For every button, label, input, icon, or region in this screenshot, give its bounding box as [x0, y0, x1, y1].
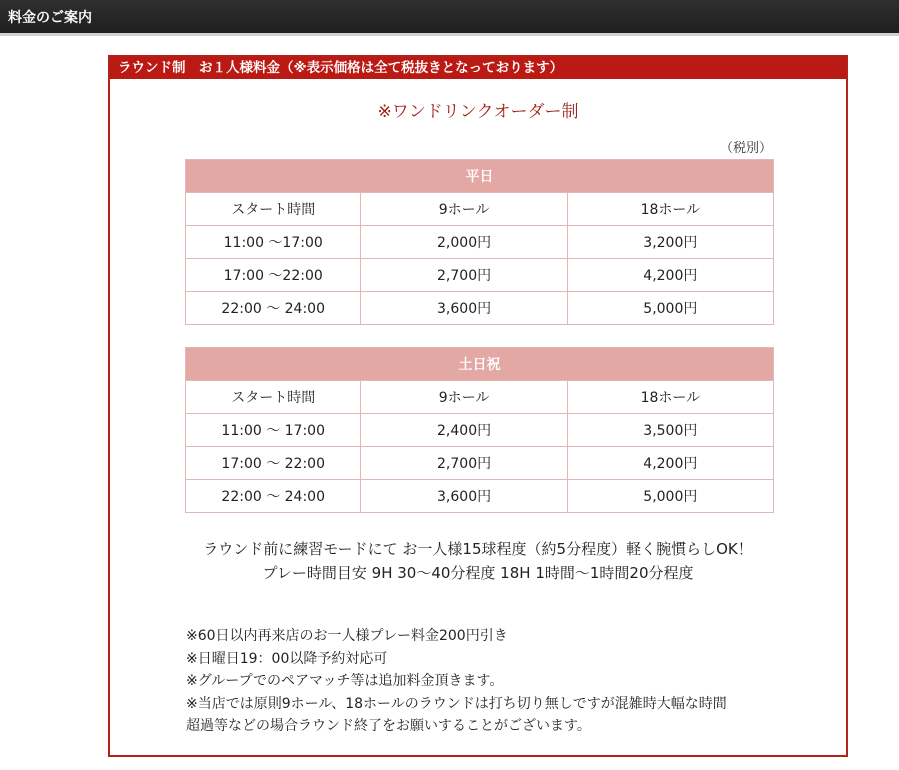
- weekday-price-table: [185, 159, 774, 325]
- table-cell: 4,200円: [567, 259, 773, 292]
- table-row: [186, 292, 774, 325]
- table-cell: 5,000円: [567, 292, 773, 325]
- table-cell: 11:00 ～17:00: [186, 226, 361, 259]
- play-time-line: プレー時間目安 9H 30～40分程度 18H 1時間～1時間20分程度: [262, 564, 694, 582]
- table-cell: 22:00 ～ 24:00: [186, 292, 361, 325]
- table-row: [186, 480, 774, 513]
- note-item: ※日曜日19：00以降予約対応可: [186, 650, 388, 667]
- table-cell: 17:00 ～ 22:00: [186, 447, 361, 480]
- table-cell: 2,700円: [361, 447, 567, 480]
- table-cell: 2,400円: [361, 414, 567, 447]
- pricing-panel: [108, 55, 848, 757]
- table-cell: 2,000円: [361, 226, 567, 259]
- table-cell: 3,600円: [361, 480, 567, 513]
- table-header-row: [186, 193, 774, 226]
- table-cell: 5,000円: [567, 480, 773, 513]
- table-cell: 2,700円: [361, 259, 567, 292]
- column-header: スタート時間: [186, 193, 361, 226]
- column-header: 18ホール: [567, 193, 773, 226]
- table-row: [186, 259, 774, 292]
- note-item: 超過等などの場合ラウンド終了をお願いすることがございます。: [186, 718, 591, 734]
- column-header: 18ホール: [567, 381, 773, 414]
- column-header: 9ホール: [361, 193, 567, 226]
- tax-note: （税別）: [719, 141, 772, 156]
- table-cell: 3,200円: [567, 226, 773, 259]
- column-header: スタート時間: [186, 381, 361, 414]
- page-title: 料金のご案内: [8, 10, 92, 26]
- table-heading: 平日: [186, 160, 774, 193]
- note-item: ※グループでのペアマッチ等は追加料金頂きます。: [186, 673, 504, 689]
- table-cell: 22:00 ～ 24:00: [186, 480, 361, 513]
- weekend-holiday-price-table: [185, 347, 774, 513]
- notes-list: [186, 625, 727, 738]
- table-row: [186, 226, 774, 259]
- table-cell: 17:00 ～22:00: [186, 259, 361, 292]
- table-cell: 4,200円: [567, 447, 773, 480]
- one-drink-order-note: ※ワンドリンクオーダー制: [377, 102, 579, 122]
- warmup-line: ラウンド前に練習モードにて お一人様15球程度（約5分程度）軽く腕慣らしOK！: [203, 540, 753, 558]
- top-bar: [0, 0, 899, 36]
- table-cell: 3,500円: [567, 414, 773, 447]
- warmup-info: [110, 537, 846, 585]
- note-item: ※60日以内再来店のお一人様プレー料金200円引き: [186, 628, 508, 644]
- column-header: 9ホール: [361, 381, 567, 414]
- table-cell: 3,600円: [361, 292, 567, 325]
- table-cell: 11:00 ～ 17:00: [186, 414, 361, 447]
- note-item: ※当店では原則9ホール、18ホールのラウンドは打ち切り無しですが混雑時大幅な時間: [186, 695, 727, 712]
- table-header-row: [186, 381, 774, 414]
- table-heading: 土日祝: [186, 348, 774, 381]
- pricing-panel-header: ラウンド制 お１人様料金（※表示価格は全て税抜きとなっております）: [110, 57, 846, 79]
- table-row: [186, 414, 774, 447]
- table-row: [186, 447, 774, 480]
